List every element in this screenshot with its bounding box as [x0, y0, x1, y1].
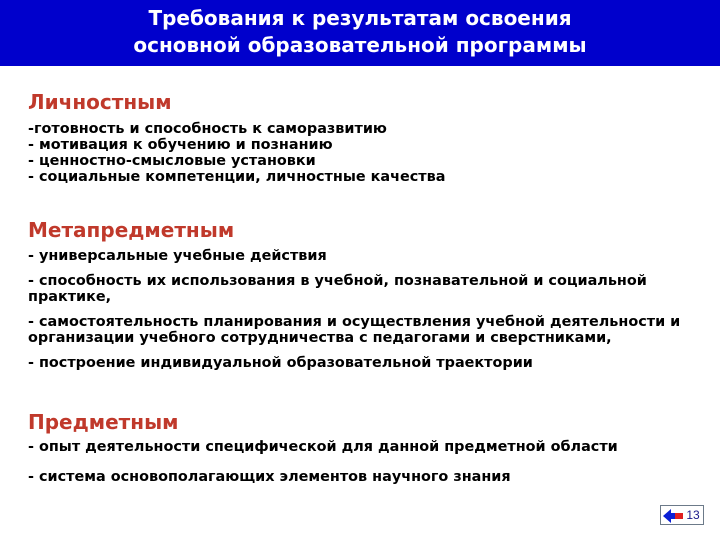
- list-item: - мотивация к обучению и познанию: [28, 137, 333, 153]
- list-item: - система основополагающих элементов научного знания: [28, 469, 511, 485]
- list-item: - ценностно-смысловые установки: [28, 153, 316, 169]
- slide-title: [0, 5, 720, 59]
- page-number: 13: [686, 508, 700, 522]
- back-arrow-icon[interactable]: [663, 509, 683, 523]
- slide-nav: [660, 505, 704, 525]
- list-item: - социальные компетенции, личностные качества: [28, 169, 446, 185]
- list-item: - опыт деятельности специфической для данной предметной области: [28, 439, 618, 455]
- section-items-personal: [28, 121, 445, 185]
- slide-title-line-2: основной образовательной программы: [133, 33, 587, 57]
- section-title-subject: Предметным: [28, 410, 179, 434]
- list-item: -готовность и способность к саморазвитию: [28, 121, 387, 137]
- list-item: - способность их использования в учебной, познавательной и социальной практике,: [28, 273, 647, 305]
- section-title-metasubject: Метапредметным: [28, 218, 235, 242]
- section-items-subject: [28, 439, 618, 499]
- section-items-metasubject: [28, 248, 708, 380]
- title-banner: [0, 0, 720, 66]
- section-title-personal: Личностным: [28, 90, 172, 114]
- list-item: - самостоятельность планирования и осуществления учебной деятельности и организации учебного сотрудничества с педагогами и сверстниками,: [28, 314, 681, 346]
- list-item: - построение индивидуальной образовательной траектории: [28, 355, 533, 371]
- list-item: - универсальные учебные действия: [28, 248, 327, 264]
- slide-title-line-1: Требования к результатам освоения: [148, 6, 572, 30]
